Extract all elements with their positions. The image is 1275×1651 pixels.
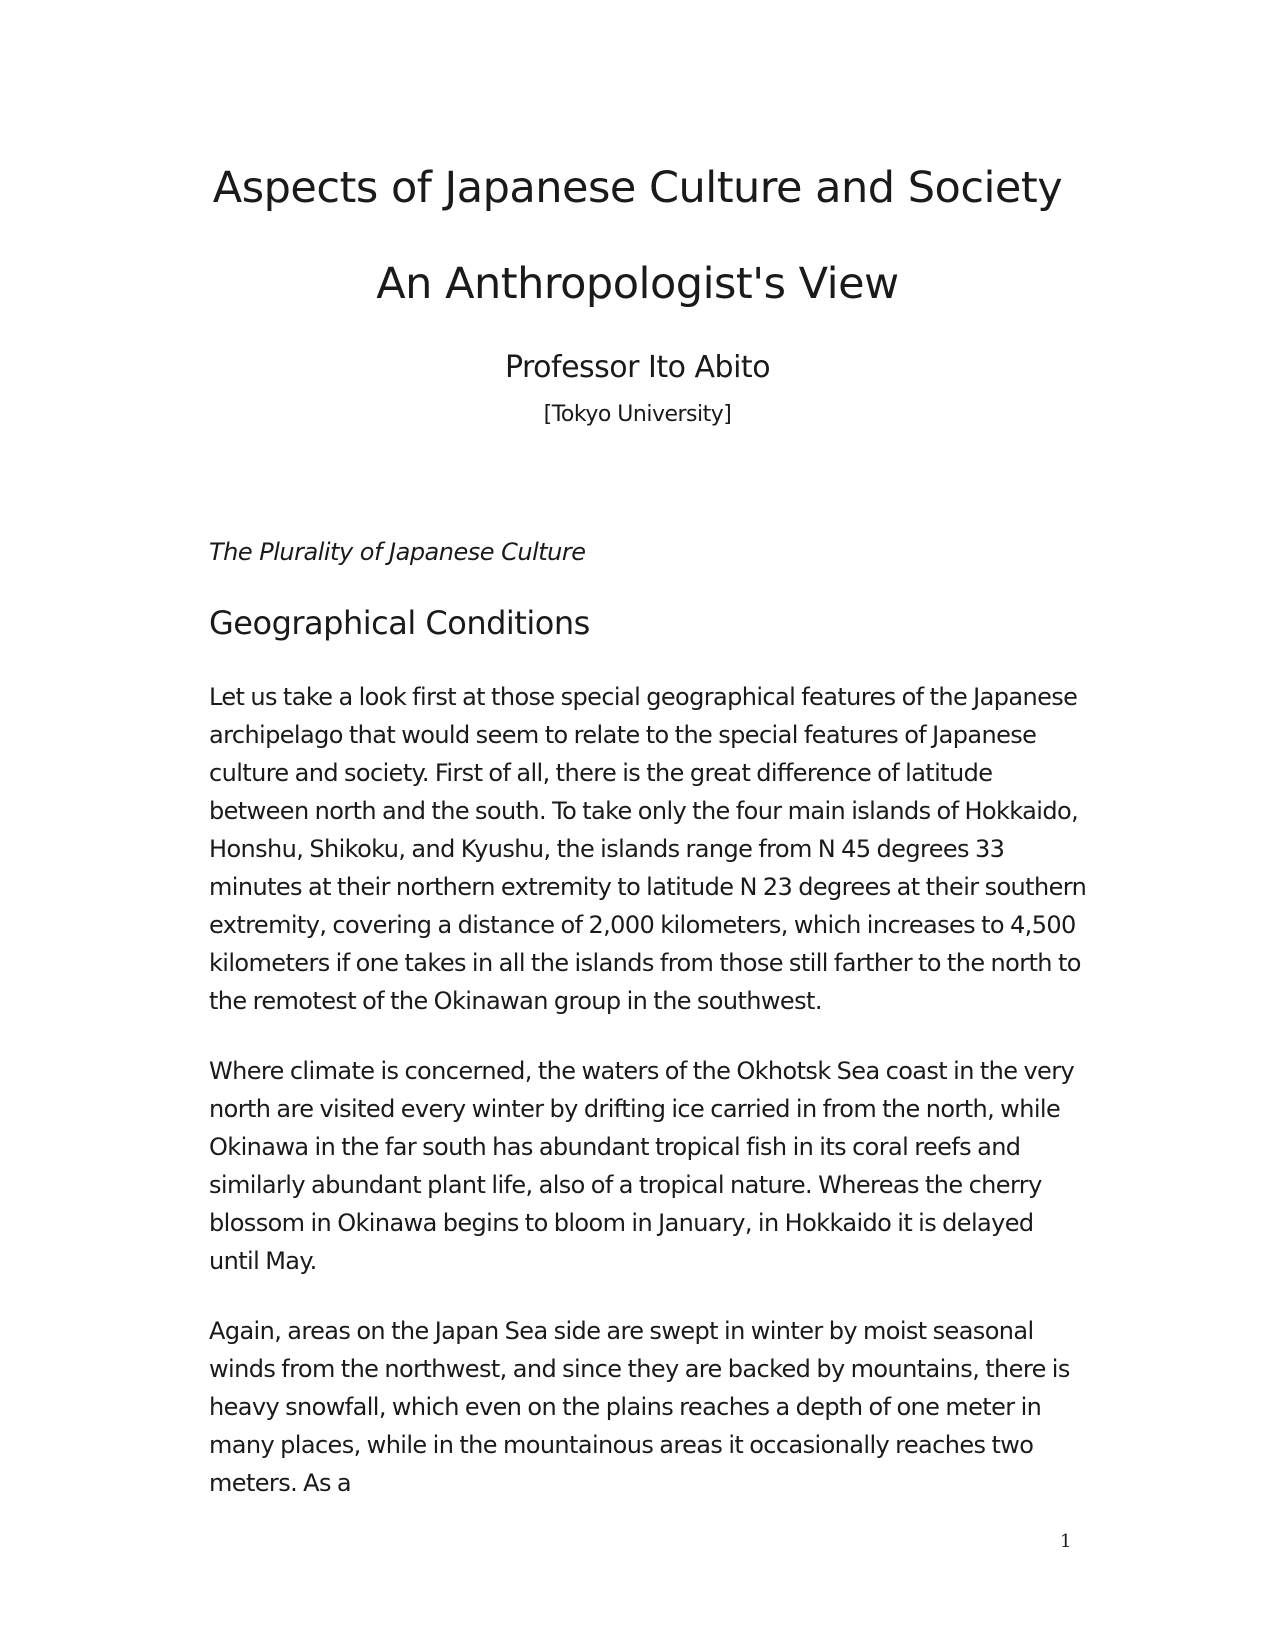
author-name: Professor Ito Abito [504, 350, 771, 385]
body-paragraph-2: Where climate is concerned, the waters of the Okhotsk Sea coast in the very north are visited every winter by drifting ice carried in from the north, while Okinawa in the far south has abundant tropical fish in its coral reefs and similarly abundant plant life, also of a tropical nature. Whereas the cherry blossom in Okinawa begins to bloom in January, in Hokkaido it is delayed until May. [209, 1057, 1075, 1275]
document-subtitle: An Anthropologist's View [376, 259, 899, 309]
section-label: The Plurality of Japanese Culture [209, 538, 586, 566]
page-number: 1 [1060, 1531, 1072, 1552]
document-title: Aspects of Japanese Culture and Society [212, 163, 1063, 213]
section-heading: Geographical Conditions [209, 604, 590, 642]
body-paragraph-1: Let us take a look first at those special geographical features of the Japanese archipelago that would seem to relate to the special features of Japanese culture and society. First of all, there is the great difference of latitude between north and the south. To take only the four main islands of Hokkaido, Honshu, Shikoku, and Kyushu, the islands range from N 45 degrees 33 minutes at their northern extremity to latitude N 23 degrees at their southern extremity, covering a distance of 2,000 kilometers, which increases to 4,500 kilometers if one takes in all the islands from those still farther to the north to the remotest of the Okinawan group in the southwest. [209, 683, 1087, 1015]
author-affiliation: [Tokyo University] [543, 402, 732, 427]
body-paragraph-3: Again, areas on the Japan Sea side are swept in winter by moist seasonal winds from the northwest, and since they are backed by mountains, there is heavy snowfall, which even on the plains reaches a depth of one meter in many places, while in the mountainous areas it occasionally reaches two meters. As a [209, 1317, 1070, 1497]
